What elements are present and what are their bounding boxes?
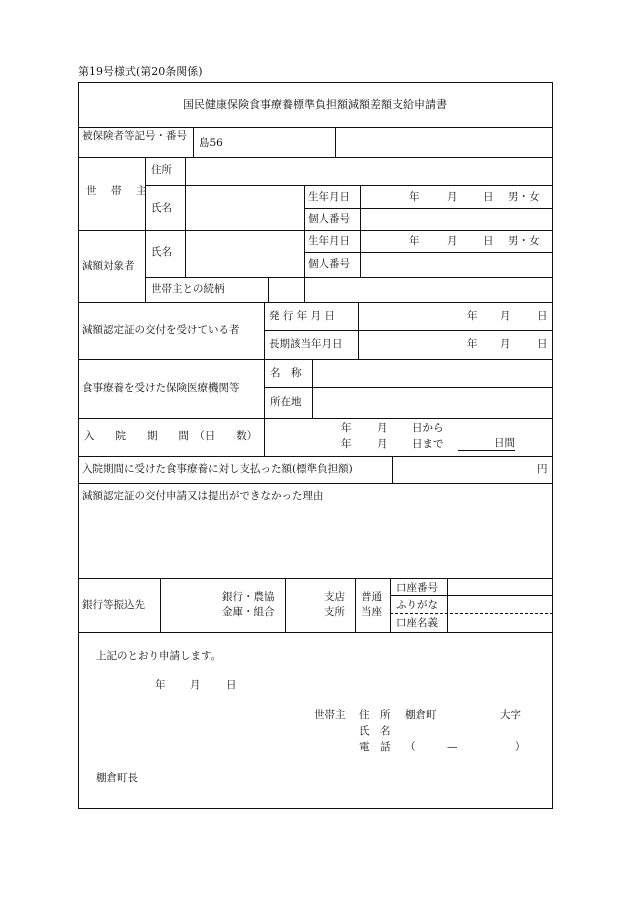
payment-amount-field[interactable] [393, 457, 533, 483]
subject-birth-year: 年 [409, 235, 420, 247]
hospitalization-to-month: 月 [377, 438, 388, 450]
declaration-year: 年 [155, 679, 166, 691]
householder-birth-year: 年 [409, 191, 420, 203]
bank-account-name-label: 口座名義 [396, 617, 438, 629]
applicant-phone-label: 電 話 [359, 741, 391, 753]
subject-personal-number-label: 個人番号 [308, 258, 350, 270]
subject-label: 減額対象者 [82, 260, 135, 272]
declaration-day: 日 [226, 679, 237, 691]
applicant-label: 世帯主 [314, 709, 346, 721]
subject-birth-month: 月 [447, 235, 458, 247]
certificate-label: 減額認定証の交付を受けている者 [82, 324, 240, 336]
applicant-phone-open: （ [405, 741, 416, 753]
applicant-town: 棚倉町 [405, 709, 437, 721]
hospitalization-days[interactable]: 日間 [458, 438, 515, 451]
subject-name-field[interactable] [186, 231, 304, 277]
certificate-issue-month: 月 [500, 310, 511, 322]
subject-gender[interactable]: 男・女 [508, 235, 540, 247]
certificate-long-term-label: 長期該当年月日 [269, 338, 343, 350]
form-title: 国民健康保険食事療養標準負担額減額差額支給申請書 [183, 98, 447, 111]
subject-name-label: 氏名 [151, 246, 172, 258]
bank-account-type-2[interactable]: 当座 [361, 606, 382, 618]
blank-cell [336, 128, 552, 157]
certificate-issue-day: 日 [537, 310, 548, 322]
hospitalization-label: 入 院 期 間 （日 数） [84, 430, 258, 442]
certificate-issue-year: 年 [467, 310, 478, 322]
declaration-statement: 上記のとおり申請します。 [96, 650, 222, 662]
bank-account-number-label: 口座番号 [396, 582, 438, 594]
bank-type-1: 銀行・農協 [222, 591, 275, 603]
householder-birth-label: 生年月日 [308, 191, 350, 203]
declaration-month: 月 [190, 679, 201, 691]
reason-field[interactable] [79, 505, 552, 578]
payment-unit: 円 [537, 463, 548, 475]
householder-gender[interactable]: 男・女 [508, 191, 540, 203]
householder-personal-number-label: 個人番号 [308, 213, 350, 225]
applicant-district: 大字 [500, 709, 521, 721]
institution-location-label: 所在地 [270, 396, 302, 408]
householder-birth-month: 月 [447, 191, 458, 203]
bank-label: 銀行等振込先 [82, 599, 145, 611]
institution-name-field[interactable] [313, 360, 552, 387]
hospitalization-to: 日まで [412, 438, 444, 450]
institution-name-label: 名 称 [270, 367, 302, 379]
applicant-phone-dash: — [447, 741, 458, 753]
payment-label: 入院期間に受けた食事療養に対し支払った額(標準負担額) [82, 463, 353, 475]
subject-relation-field[interactable] [269, 278, 304, 302]
subject-relation-label: 世帯主との続柄 [151, 283, 225, 295]
householder-name-field[interactable] [186, 186, 304, 230]
householder-address-field[interactable] [186, 158, 552, 185]
certificate-long-term-month: 月 [500, 338, 511, 350]
bank-type-2: 金庫・組合 [222, 606, 275, 618]
householder-personal-number-field[interactable] [361, 209, 552, 230]
addressee: 棚倉町長 [96, 772, 138, 784]
applicant-name-label: 氏 名 [359, 725, 391, 737]
householder-address-label: 住所 [151, 164, 172, 176]
bank-account-fields[interactable] [448, 579, 552, 632]
certificate-issue-label: 発 行 年 月 日 [269, 310, 335, 322]
institution-location-field[interactable] [313, 388, 552, 418]
subject-birth-day: 日 [483, 235, 494, 247]
bank-branch-2: 支所 [324, 606, 345, 618]
hospitalization-from-month: 月 [377, 422, 388, 434]
institution-label: 食事療養を受けた保険医療機関等 [82, 382, 240, 394]
bank-furigana-label: ふりがな [396, 599, 438, 611]
insured-number-label: 被保険者等記号・番号 [82, 130, 187, 142]
certificate-long-term-day: 日 [537, 338, 548, 350]
hospitalization-to-year: 年 [341, 438, 352, 450]
hospitalization-from: 日から [412, 422, 444, 434]
householder-label: 世 帯 主 [86, 185, 149, 197]
bank-branch-1: 支店 [324, 591, 345, 603]
insured-number-value[interactable]: 島56 [199, 137, 223, 149]
householder-name-label: 氏名 [151, 202, 172, 214]
householder-birth-day: 日 [483, 191, 494, 203]
certificate-long-term-year: 年 [467, 338, 478, 350]
subject-birth-label: 生年月日 [308, 235, 350, 247]
applicant-phone-close: ） [515, 741, 526, 753]
reason-label: 減額認定証の交付申請又は提出ができなかった理由 [82, 490, 324, 502]
hospitalization-from-year: 年 [341, 422, 352, 434]
subject-personal-number-field[interactable] [361, 253, 552, 277]
form-number: 第19号様式(第20条関係) [78, 65, 203, 78]
applicant-address-label: 住 所 [359, 709, 391, 721]
bank-account-type-1[interactable]: 普通 [361, 591, 382, 603]
